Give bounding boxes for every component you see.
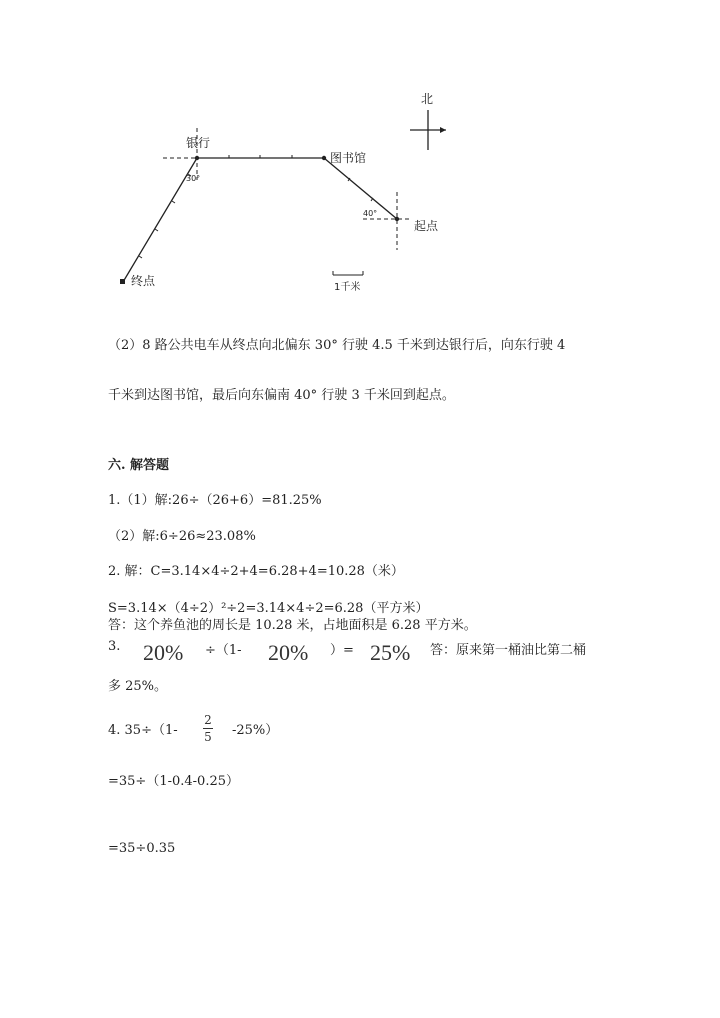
angle-start-label: 40° [363,209,378,218]
part2-line2: 千米到达图书馆，最后向东偏南 40° 行驶 3 千米回到起点。 [108,388,455,403]
route-library-start [324,158,397,219]
q2-area: S=3.14×（4÷2）²÷2=3.14×4÷2=6.28（平方米） [108,601,429,616]
section-heading: 六. 解答题 [108,458,170,473]
q3-percent-2: 20% [268,640,309,665]
q3-divide: ÷（1- [205,643,242,658]
fraction-bar [203,728,213,729]
bank-label: 银行 [186,136,211,150]
q1-part1: 1.（1）解:26÷（26+6）=81.25% [108,493,322,508]
q2-answer: 答：这个养鱼池的周长是 10.28 米，占地面积是 6.28 平方米。 [108,618,477,633]
q4-expression-end: -25%） [232,723,279,738]
q2-circumference: 2. 解：C=3.14×4÷2+4=6.28+4=10.28（米） [108,564,404,579]
q3-number: 3. [108,639,121,654]
q3-equals: ）= [330,643,354,658]
end-label: 终点 [131,274,156,288]
q3-percent-3: 25% [370,640,411,665]
q4-step-2: =35÷0.35 [108,841,176,856]
start-label: 起点 [414,219,439,233]
q3-answer-cont: 多 25%。 [108,679,168,694]
q3-answer: 答：原来第一桶油比第二桶 [430,643,587,658]
compass-icon [410,110,446,150]
q4-fraction-numerator: 2 [204,713,212,727]
q4-expression-start: 4. 35÷（1- [108,723,178,738]
q4-fraction-denominator: 5 [204,730,212,744]
north-label: 北 [421,92,434,106]
library-label: 图书馆 [330,151,367,165]
scale-label: 1千米 [334,282,361,293]
q3-percent-1: 20% [143,640,184,665]
part2-line1: （2）8 路公共电车从终点向北偏东 30° 行驶 4.5 千米到达银行后，向东行驶 4 [108,338,566,353]
route-diagram [0,0,720,310]
angle-bank-label: 30° [186,174,201,183]
q1-part2: （2）解:6÷26≈23.08% [108,529,256,544]
q4-step-1: =35÷（1-0.4-0.25） [108,774,240,789]
